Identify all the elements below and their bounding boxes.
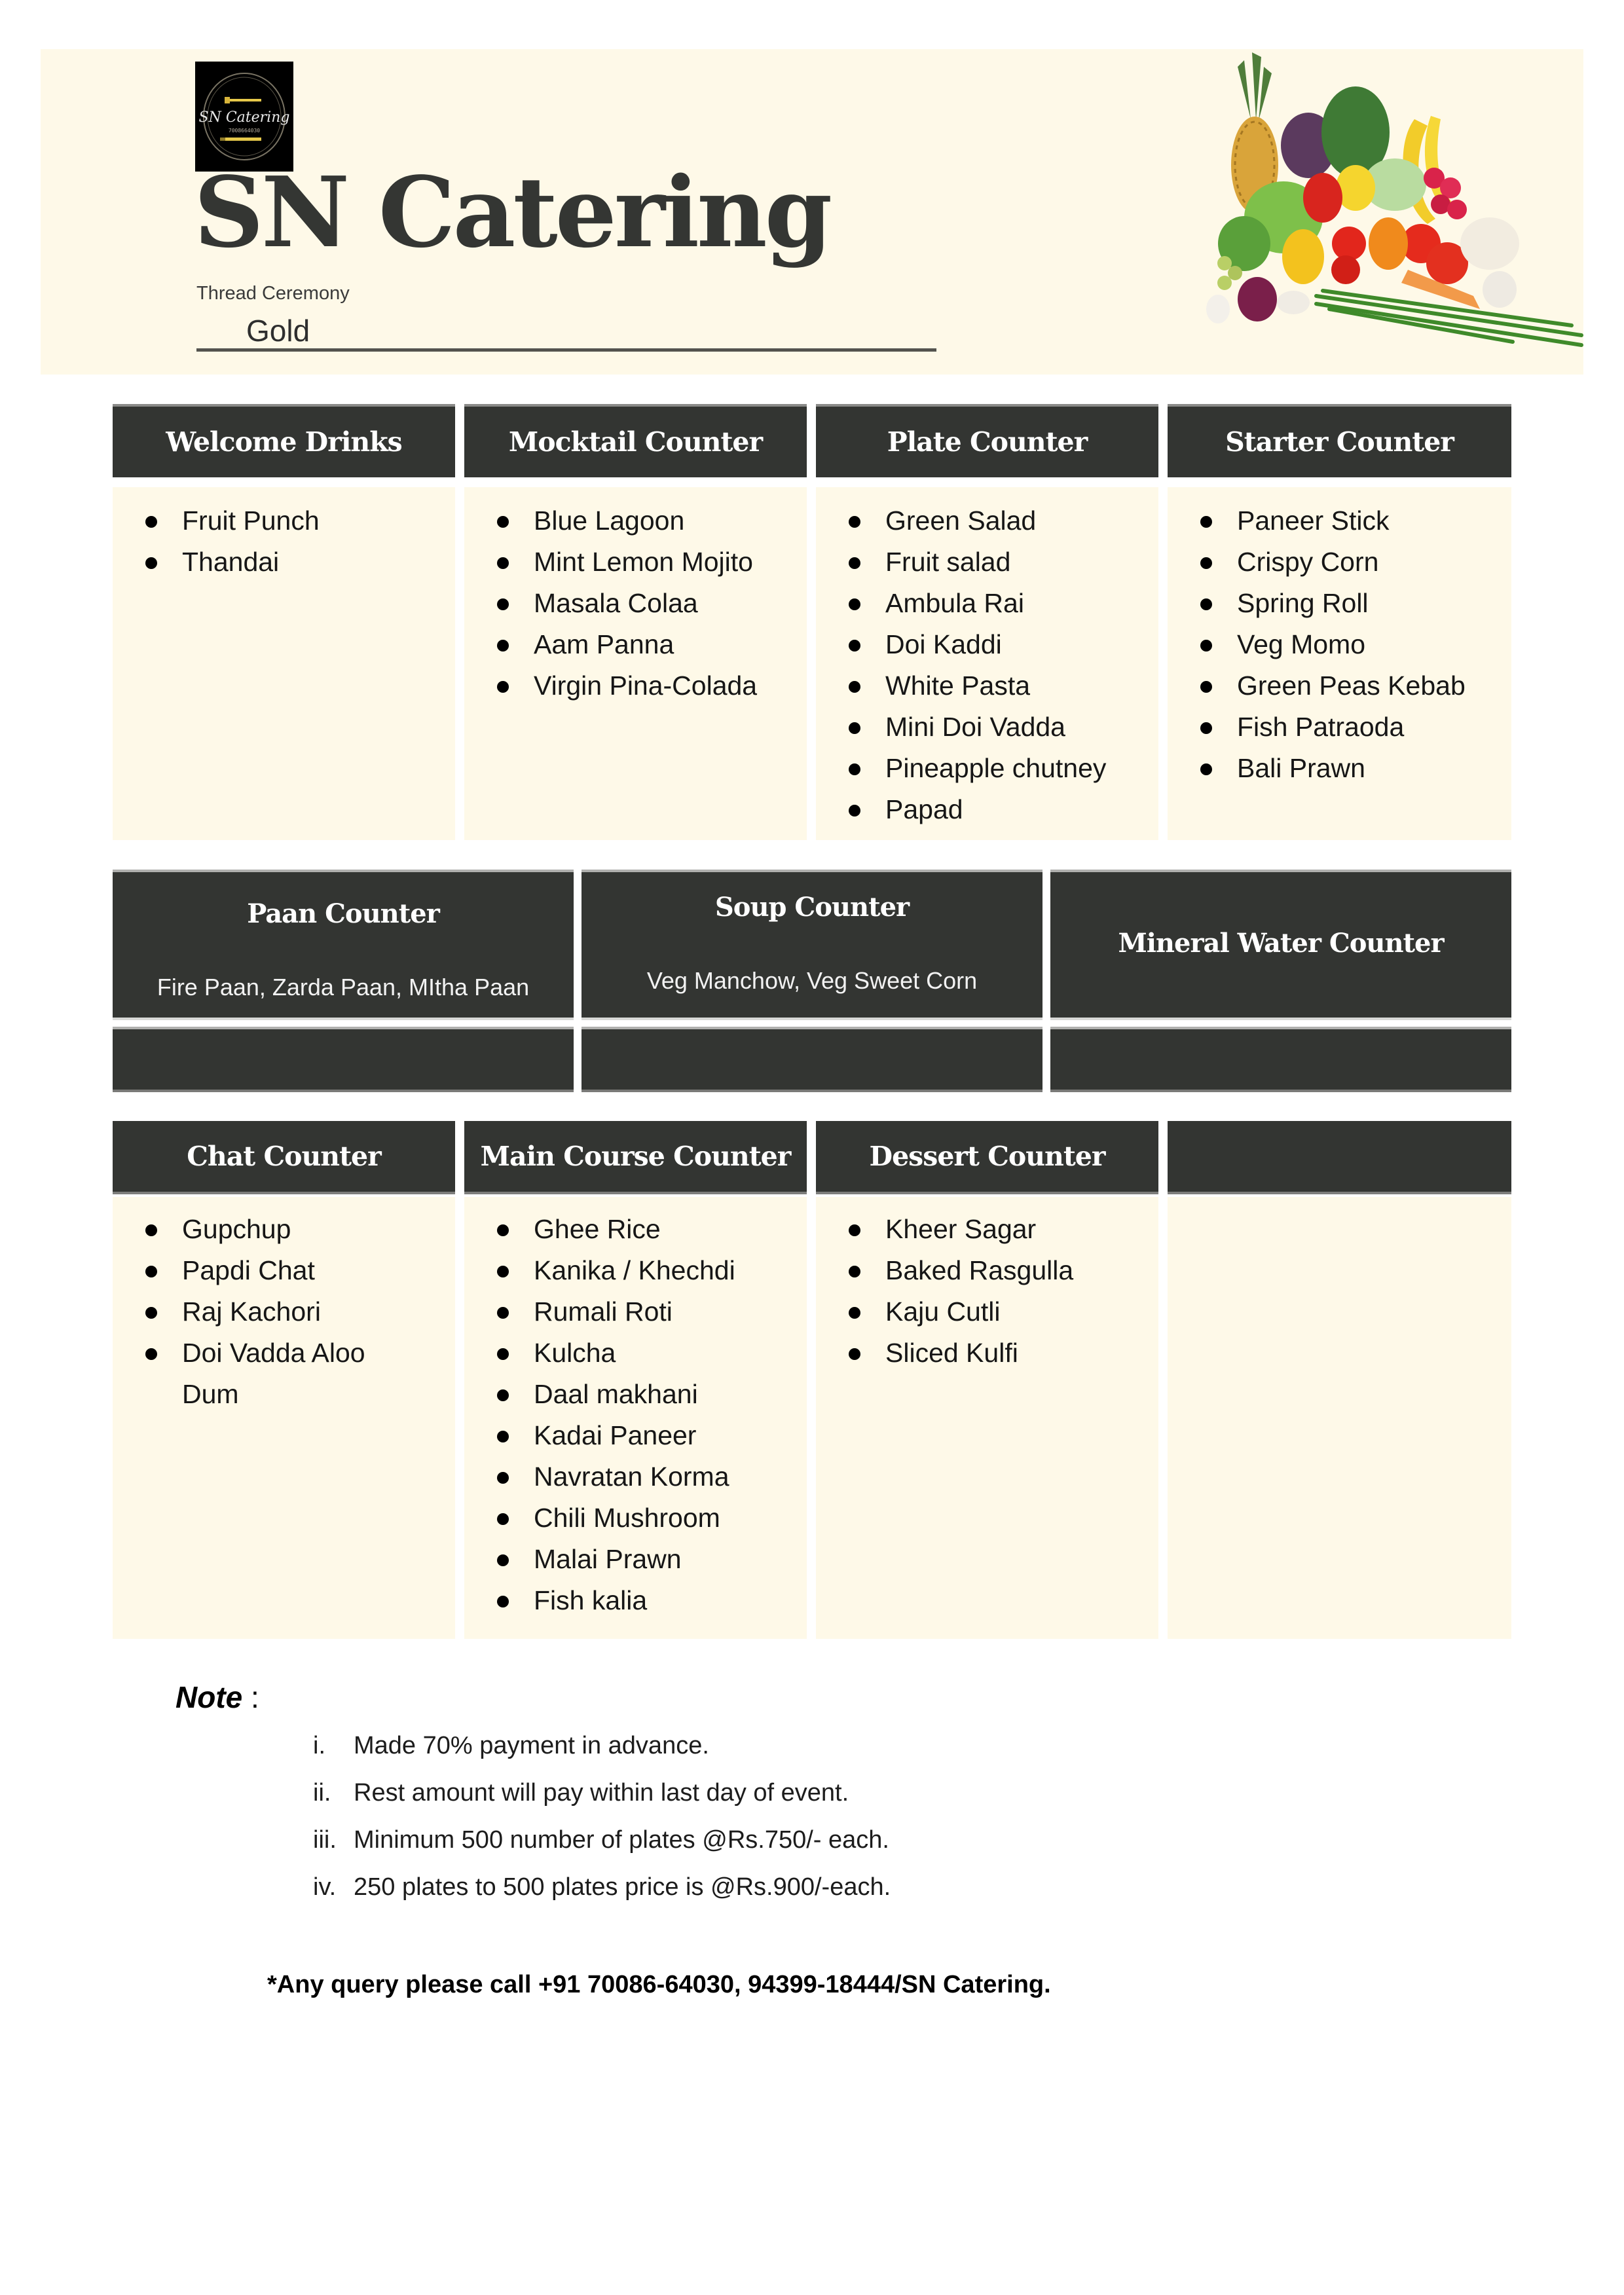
bullet-icon [849, 1266, 860, 1277]
menu-item: Papdi Chat [145, 1250, 455, 1291]
bullet-icon [497, 1513, 509, 1525]
menu-item: Kulcha [497, 1332, 807, 1374]
note-list [313, 1732, 891, 1920]
bullet-icon [1200, 722, 1212, 734]
bullet-icon [849, 598, 860, 610]
menu-item: White Pasta [849, 665, 1158, 707]
fruits-vegetables-image [1198, 47, 1585, 348]
menu-list [145, 500, 455, 583]
counter-header-main-course: Main Course Counter [464, 1121, 807, 1194]
menu-item: Green Salad [849, 500, 1158, 542]
bullet-icon [497, 1348, 509, 1360]
menu-item: Papad [849, 789, 1158, 830]
svg-text:SN Catering: SN Catering [198, 109, 290, 126]
counter-header-plate: Plate Counter [816, 404, 1158, 477]
bullet-icon [497, 640, 509, 652]
bullet-icon [497, 681, 509, 693]
bullet-icon [497, 1431, 509, 1442]
menu-item: Kanika / Khechdi [497, 1250, 807, 1291]
menu-item: Masala Colaa [497, 583, 807, 624]
counter-header-starter: Starter Counter [1168, 404, 1511, 477]
bullet-icon [497, 1554, 509, 1566]
bullet-icon [145, 1266, 157, 1277]
counter-body-starter [1168, 487, 1511, 840]
menu-item: Kheer Sagar [849, 1209, 1158, 1250]
bullet-icon [145, 1307, 157, 1319]
menu-item: Blue Lagoon [497, 500, 807, 542]
menu-item: Chili Mushroom [497, 1497, 807, 1539]
bullet-icon [849, 1224, 860, 1236]
menu-item: Doi Kaddi [849, 624, 1158, 665]
note-item: iv. 250 plates to 500 plates price is @Rs.900/-each. [313, 1873, 891, 1901]
counter-body-welcome-drinks [113, 487, 455, 840]
menu-item: Fruit Punch [145, 500, 455, 542]
counter-body-plate [816, 487, 1158, 840]
menu-item: Green Peas Kebab [1200, 665, 1511, 707]
menu-item: Bali Prawn [1200, 748, 1511, 789]
counter-items-paan: Fire Paan, Zarda Paan, MItha Paan [157, 974, 530, 1001]
menu-item: Mint Lemon Mojito [497, 542, 807, 583]
blank-bar [1050, 1027, 1511, 1092]
counter-paan [113, 870, 574, 1020]
counter-soup [581, 870, 1043, 1020]
counter-header-chat: Chat Counter [113, 1121, 455, 1194]
menu-list [849, 500, 1158, 830]
counter-body-empty [1168, 1197, 1511, 1639]
menu-item: Veg Momo [1200, 624, 1511, 665]
menu-item: Pineapple chutney [849, 748, 1158, 789]
bullet-icon [497, 1596, 509, 1607]
bullet-icon [1200, 598, 1212, 610]
counter-body-mocktail [464, 487, 807, 840]
menu-item: Mini Doi Vadda [849, 707, 1158, 748]
counter-items-soup: Veg Manchow, Veg Sweet Corn [646, 967, 978, 994]
menu-item: Paneer Stick [1200, 500, 1511, 542]
menu-item: Virgin Pina-Colada [497, 665, 807, 707]
counter-header-empty [1168, 1121, 1511, 1194]
bullet-icon [497, 1266, 509, 1277]
menu-item: Raj Kachori [145, 1291, 455, 1332]
menu-item: Crispy Corn [1200, 542, 1511, 583]
menu-item: Fruit salad [849, 542, 1158, 583]
note-item: iii. Minimum 500 number of plates @Rs.750/- each. [313, 1826, 889, 1854]
menu-item: Rumali Roti [497, 1291, 807, 1332]
package-tier: Gold [246, 314, 310, 348]
menu-item: Sliced Kulfi [849, 1332, 1158, 1374]
produce-icon [1198, 47, 1585, 348]
bullet-icon [145, 1348, 157, 1360]
counter-body-chat [113, 1197, 455, 1639]
menu-item: Kadai Paneer [497, 1415, 807, 1456]
menu-list [497, 1209, 807, 1621]
bullet-icon [497, 557, 509, 569]
brand-title: SN Catering [194, 155, 830, 269]
menu-item: Fish kalia [497, 1580, 807, 1621]
menu-item: Thandai [145, 542, 455, 583]
menu-item: Malai Prawn [497, 1539, 807, 1580]
counter-header-soup: Soup Counter [714, 892, 910, 923]
bullet-icon [849, 763, 860, 775]
bullet-icon [1200, 640, 1212, 652]
menu-item: Ambula Rai [849, 583, 1158, 624]
blank-bar [581, 1027, 1043, 1092]
menu-list [145, 1209, 455, 1415]
svg-text:7008664030: 7008664030 [228, 128, 261, 134]
menu-item: Spring Roll [1200, 583, 1511, 624]
note-item: i. Made 70% payment in advance. [313, 1732, 709, 1759]
menu-item: Fish Patraoda [1200, 707, 1511, 748]
counter-header-mocktail: Mocktail Counter [464, 404, 807, 477]
menu-item: Aam Panna [497, 624, 807, 665]
counter-header-welcome-drinks: Welcome Drinks [113, 404, 455, 477]
bullet-icon [145, 557, 157, 569]
bullet-icon [497, 516, 509, 528]
bullet-icon [497, 1307, 509, 1319]
bullet-icon [849, 640, 860, 652]
bullet-icon [1200, 763, 1212, 775]
bullet-icon [1200, 516, 1212, 528]
bullet-icon [145, 1224, 157, 1236]
counter-mineral-water [1050, 870, 1511, 1020]
bullet-icon [497, 1472, 509, 1484]
event-type-label: Thread Ceremony [196, 283, 350, 304]
menu-item: Kaju Cutli [849, 1291, 1158, 1332]
bullet-icon [1200, 681, 1212, 693]
counter-header-paan: Paan Counter [247, 898, 439, 929]
counter-header-dessert: Dessert Counter [816, 1121, 1158, 1194]
bullet-icon [849, 805, 860, 817]
menu-item: Doi Vadda Aloo Dum [145, 1332, 401, 1415]
note-item: ii. Rest amount will pay within last day of event. [313, 1779, 849, 1807]
package-underline [196, 348, 936, 352]
bullet-icon [849, 516, 860, 528]
menu-list [1200, 500, 1511, 789]
counter-body-dessert [816, 1197, 1158, 1639]
blank-bar [113, 1027, 574, 1092]
bullet-icon [497, 1389, 509, 1401]
bullet-icon [497, 1224, 509, 1236]
menu-item: Daal makhani [497, 1374, 807, 1415]
menu-list [849, 1209, 1158, 1374]
bullet-icon [849, 722, 860, 734]
menu-list [497, 500, 807, 707]
note-heading: Note : [175, 1680, 259, 1714]
menu-item: Baked Rasgulla [849, 1250, 1158, 1291]
bullet-icon [849, 681, 860, 693]
menu-item: Gupchup [145, 1209, 455, 1250]
bullet-icon [497, 598, 509, 610]
bullet-icon [849, 1307, 860, 1319]
counter-header-mineral-water: Mineral Water Counter [1118, 928, 1444, 959]
menu-item: Navratan Korma [497, 1456, 807, 1497]
bullet-icon [1200, 557, 1212, 569]
bullet-icon [849, 557, 860, 569]
counter-body-main-course [464, 1197, 807, 1639]
contact-info: *Any query please call +91 70086-64030, 94399-18444/SN Catering. [267, 1971, 1051, 1998]
bullet-icon [849, 1348, 860, 1360]
menu-item: Ghee Rice [497, 1209, 807, 1250]
bullet-icon [145, 516, 157, 528]
